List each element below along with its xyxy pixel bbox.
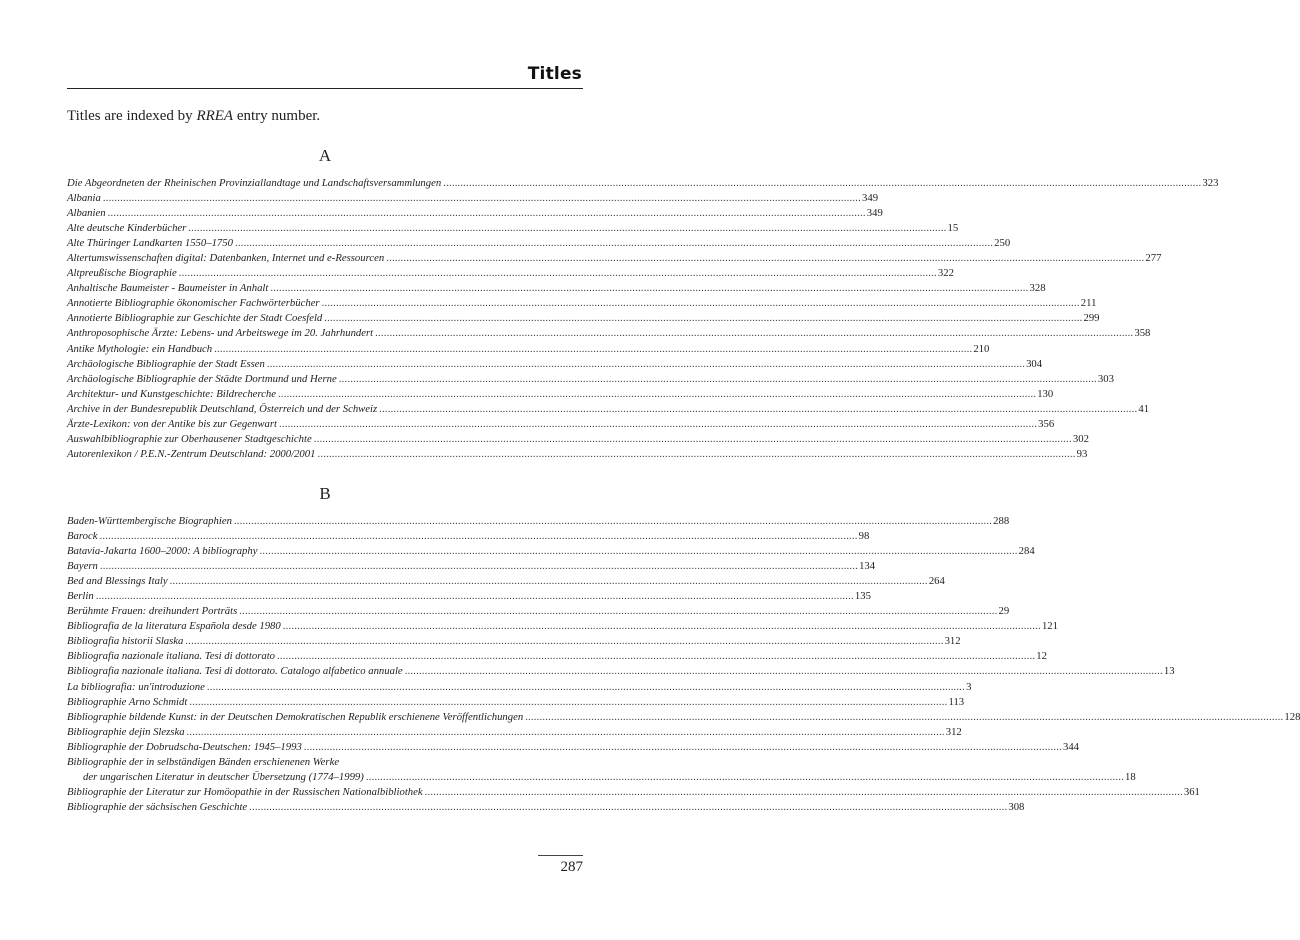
- entry-title: Albania: [67, 192, 101, 205]
- dot-leader: [106, 206, 867, 221]
- entry-number: 323: [1202, 177, 1219, 189]
- dot-leader: [281, 619, 1042, 634]
- entry-title: Albanien: [67, 207, 106, 220]
- entry-number: 284: [1018, 545, 1035, 558]
- entry-title: La bibliografia: un'introduzione: [67, 680, 205, 693]
- intro-emphasis: RREA: [196, 108, 234, 124]
- dot-leader: [403, 664, 1164, 679]
- entry-title: Ärzte-Lexikon: von der Antike bis zur Gegenwart: [67, 417, 277, 430]
- index-entry: [67, 296, 1097, 311]
- dot-leader: [177, 266, 938, 281]
- dot-leader: [257, 544, 1018, 559]
- entry-number: 98: [858, 530, 870, 543]
- page-number: 287: [560, 859, 583, 875]
- entry-number: 250: [994, 237, 1011, 250]
- entry-title: Archive in der Bundesrepublik Deutschland, Österreich und der Schweiz: [67, 402, 378, 415]
- dot-leader: [237, 604, 998, 619]
- dot-leader: [384, 251, 1145, 266]
- entry-title: Bayern: [67, 560, 98, 573]
- entry-title: Bibliographie dejin Slezska: [67, 725, 185, 738]
- index-entry: [67, 544, 1035, 559]
- entry-title: Anthroposophische Ärzte: Lebens- und Arbeitswege im 20. Jahrhundert: [67, 327, 374, 340]
- index-entry: [67, 770, 1136, 785]
- index-entry: [67, 176, 1219, 191]
- index-entry: [67, 251, 1162, 266]
- index-entry: [67, 619, 1058, 634]
- entry-number: 128: [1284, 710, 1300, 723]
- entry-number: 135: [854, 590, 871, 603]
- entry-title: Bibliographie bildende Kunst: in der Deutschen Demokratischen Republik erschienene Veröffentlichungen: [67, 710, 524, 723]
- section-title: Titles: [527, 64, 582, 84]
- entry-title: Bed and Blessings Italy: [67, 575, 168, 588]
- entry-number: 308: [1008, 800, 1025, 813]
- entry-number: 312: [945, 725, 962, 738]
- entry-title: Auswahlbibliographie zur Oberhausener Stadtgeschichte: [67, 432, 312, 445]
- dot-leader: [322, 311, 1083, 326]
- entry-title: Barock: [67, 530, 98, 543]
- entry-number: 358: [1134, 327, 1151, 340]
- entry-title: Architektur- und Kunstgeschichte: Bildrecherche: [67, 387, 277, 400]
- entry-title: Alte Thüringer Landkarten 1550–1750: [67, 237, 233, 250]
- entry-title: Bibliographie der in selbständigen Bänden erschienenen Werke: [67, 755, 340, 768]
- index-entry: [67, 785, 1200, 800]
- entry-title: Annotierte Bibliographie zur Geschichte der Stadt Coesfeld: [67, 312, 323, 325]
- index-entry: [67, 326, 1151, 341]
- entry-title: Bibliographie Arno Schmidt: [67, 695, 188, 708]
- entry-number: 302: [1072, 432, 1089, 445]
- index-entry: [67, 402, 1150, 417]
- entry-title: der ungarischen Literatur in deutscher Übersetzung (1774–1999): [83, 770, 364, 783]
- entry-title: Autorenlexikon / P.E.N.-Zentrum Deutschland: 2000/2001: [67, 447, 316, 460]
- entry-title: Bibliographie der sächsischen Geschichte: [67, 800, 248, 813]
- dot-leader: [232, 514, 993, 529]
- entry-title: Baden-Württembergische Biographien: [67, 515, 232, 527]
- dot-leader: [523, 710, 1284, 725]
- index-entry: [67, 206, 883, 221]
- entry-title: Anhaltische Baumeister - Baumeister in Anhalt: [67, 282, 269, 295]
- index-entry: [67, 357, 1043, 372]
- dot-leader: [97, 529, 858, 544]
- index-entry: [67, 634, 961, 649]
- dot-leader: [377, 402, 1138, 417]
- dot-leader: [312, 432, 1073, 447]
- entry-title: Antike Mythologie: ein Handbuch: [67, 342, 213, 355]
- letter-heading-b: B: [319, 484, 331, 503]
- entry-number: 349: [866, 207, 883, 220]
- dot-leader: [183, 634, 944, 649]
- entry-number: 356: [1038, 417, 1055, 430]
- index-entry: [67, 281, 1046, 296]
- entry-number: 361: [1183, 785, 1200, 798]
- entry-title: Bibliografia nazionale italiana. Tesi di dottorato: [67, 650, 276, 663]
- index-entry: [67, 514, 1010, 529]
- index-entry: [67, 800, 1025, 815]
- index-entry: [67, 740, 1080, 755]
- entry-list-b: [67, 514, 1300, 815]
- index-entry: [67, 680, 972, 695]
- entry-number: 3: [966, 680, 972, 693]
- index-entry: [67, 529, 870, 544]
- entry-number: 277: [1145, 252, 1162, 265]
- entry-title: Archäologische Bibliographie der Städte Dortmund und Herne: [67, 372, 337, 385]
- entry-title: Batavia-Jakarta 1600–2000: A bibliography: [67, 545, 258, 558]
- entry-title: Altertumswissenschaften digital: Datenbanken, Internet und e-Ressourcen: [67, 252, 385, 265]
- index-entry: [67, 589, 871, 604]
- entry-number: 121: [1041, 620, 1058, 633]
- index-entry: [67, 725, 962, 740]
- dot-leader: [205, 680, 966, 695]
- index-entry: [67, 559, 876, 574]
- index-entry: [67, 710, 1300, 725]
- dot-leader: [373, 326, 1134, 341]
- entry-number: 113: [948, 695, 965, 708]
- index-entry: [67, 664, 1175, 679]
- intro-before: Titles are indexed by: [67, 108, 197, 124]
- dot-leader: [277, 417, 1038, 432]
- dot-leader: [268, 281, 1029, 296]
- index-entry: [67, 266, 954, 281]
- dot-leader: [315, 447, 1076, 462]
- dot-leader: [185, 725, 946, 740]
- entry-number: 312: [944, 635, 961, 648]
- entry-number: 349: [862, 192, 879, 205]
- entry-number: 41: [1138, 402, 1150, 415]
- entry-number: 13: [1163, 665, 1175, 678]
- entry-number: 304: [1026, 357, 1043, 370]
- entry-title: Die Abgeordneten der Rheinischen Provinziallandtage und Landschaftsversammlungen: [67, 177, 442, 189]
- dot-leader: [441, 176, 1202, 191]
- entry-number: 344: [1062, 740, 1080, 753]
- entry-number: 303: [1097, 372, 1114, 385]
- dot-leader: [187, 695, 948, 710]
- entry-title: Bibliographie der Literatur zur Homöopathie in der Russischen Nationalbibliothek: [67, 785, 423, 798]
- entry-number: 18: [1125, 770, 1136, 783]
- index-entry: [67, 417, 1055, 432]
- index-entry: [67, 574, 945, 589]
- entry-title: Bibliografia nazionale italiana. Tesi di dottorato. Catalogo alfabetico annuale: [67, 665, 403, 678]
- entry-number: 210: [973, 342, 990, 355]
- index-entry: [67, 191, 879, 206]
- entry-title: Altpreußische Biographie: [67, 267, 177, 280]
- dot-leader: [275, 649, 1036, 664]
- dot-leader: [186, 221, 947, 236]
- dot-leader: [233, 236, 994, 251]
- entry-number: 299: [1083, 312, 1100, 325]
- entry-number: 328: [1029, 282, 1046, 295]
- entry-title: Annotierte Bibliographie ökonomischer Fachwörterbücher: [67, 297, 320, 310]
- dot-leader: [168, 574, 929, 589]
- entry-number: 12: [1036, 650, 1047, 663]
- entry-number: 93: [1076, 447, 1088, 460]
- entry-number: 288: [993, 515, 1010, 527]
- entry-title: Berlin: [67, 590, 94, 603]
- index-entry: [67, 342, 990, 357]
- header-rule: [67, 88, 583, 89]
- index-entry: [67, 755, 583, 770]
- dot-leader: [276, 387, 1037, 402]
- entry-title: Alte deutsche Kinderbücher: [67, 222, 187, 235]
- index-entry: [67, 604, 1010, 619]
- entry-title: Archäologische Bibliographie der Stadt Essen: [67, 357, 265, 370]
- index-entry: [67, 372, 1114, 387]
- dot-leader: [337, 372, 1098, 387]
- entry-number: 15: [947, 222, 959, 235]
- index-entry: [67, 311, 1100, 326]
- entry-title: Berühmte Frauen: dreihundert Porträts: [67, 605, 238, 618]
- index-entry: [67, 447, 1088, 462]
- entry-title: Bibliografia historii Slaska: [67, 635, 184, 648]
- entry-number: 130: [1037, 387, 1054, 400]
- entry-title: Bibliografia de la literatura Española desde 1980: [67, 620, 281, 633]
- index-entry: [67, 649, 1047, 664]
- entry-title: Bibliographie der Dobrudscha-Deutschen: 1945–1993: [67, 740, 302, 753]
- dot-leader: [94, 589, 855, 604]
- entry-list-a: [67, 176, 1219, 462]
- footer-rule: [538, 855, 583, 856]
- index-entry: [67, 236, 1011, 251]
- dot-leader: [265, 357, 1026, 372]
- entry-number: 211: [1080, 297, 1097, 310]
- intro-text: [67, 108, 320, 125]
- entry-number: 134: [859, 560, 876, 573]
- entry-number: 322: [937, 267, 954, 280]
- entry-number: 29: [998, 605, 1010, 618]
- dot-leader: [364, 770, 1125, 785]
- dot-leader: [302, 740, 1063, 755]
- dot-leader: [320, 296, 1081, 311]
- index-entry: [67, 387, 1054, 402]
- dot-leader: [423, 785, 1184, 800]
- dot-leader: [101, 191, 862, 206]
- index-entry: [67, 432, 1089, 447]
- index-entry: [67, 221, 959, 236]
- dot-leader: [212, 342, 973, 357]
- dot-leader: [98, 559, 859, 574]
- index-entry: [67, 695, 965, 710]
- entry-number: 264: [928, 575, 945, 588]
- dot-leader: [247, 800, 1008, 815]
- letter-heading-a: A: [318, 146, 332, 165]
- intro-after: entry number.: [233, 108, 321, 124]
